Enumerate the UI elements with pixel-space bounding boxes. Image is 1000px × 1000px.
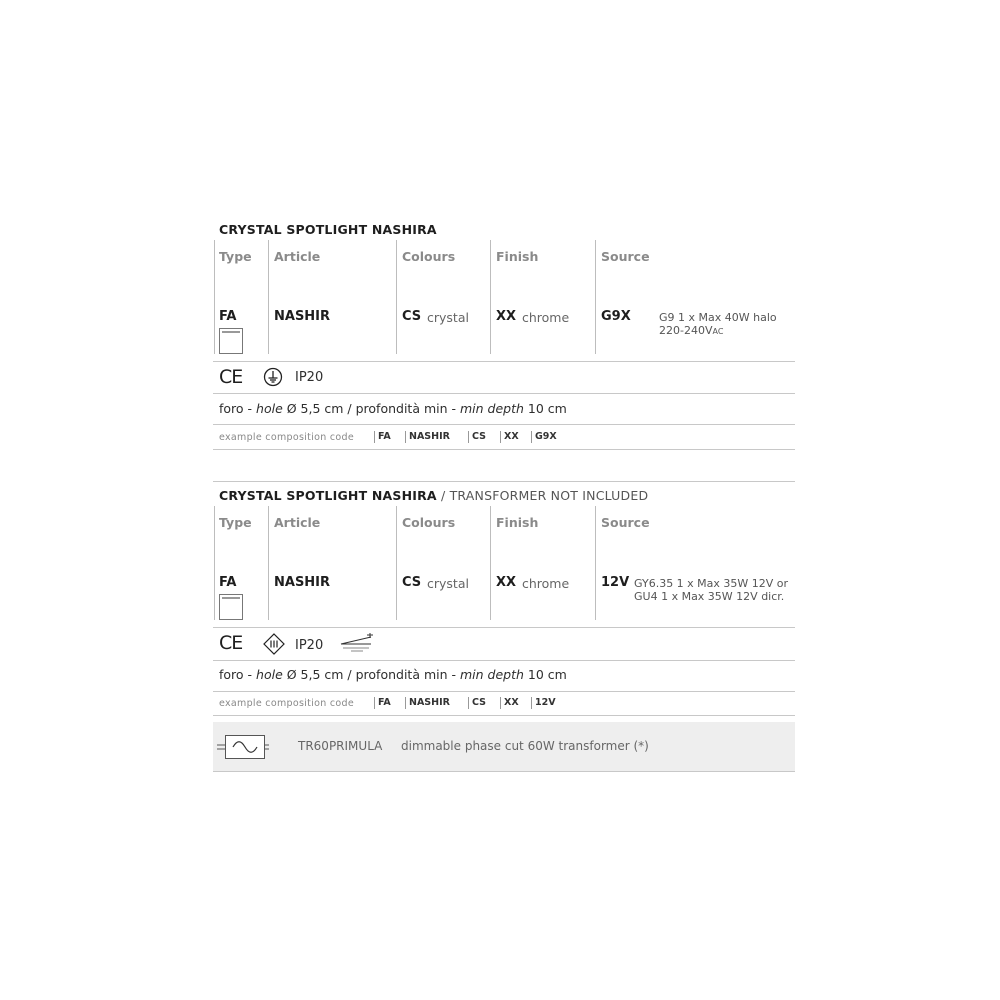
row-divider bbox=[213, 715, 795, 716]
example-code-type: FA bbox=[374, 697, 391, 709]
example-code-finish: XX bbox=[500, 431, 519, 443]
ip-rating: IP20 bbox=[295, 638, 324, 653]
column-divider bbox=[268, 240, 269, 354]
article-code: NASHIR bbox=[274, 575, 331, 590]
column-divider bbox=[214, 506, 215, 620]
class-iii-icon bbox=[263, 633, 285, 655]
header-article: Article bbox=[274, 515, 321, 530]
finish-code: XX bbox=[496, 575, 517, 590]
transformer-description: dimmable phase cut 60W transformer (*) bbox=[401, 739, 649, 753]
header-colours: Colours bbox=[402, 515, 456, 530]
example-composition-label: example composition code bbox=[219, 432, 354, 443]
column-divider bbox=[490, 240, 491, 354]
example-code-colour: CS bbox=[468, 697, 486, 709]
example-code-finish: XX bbox=[500, 697, 519, 709]
header-colours: Colours bbox=[402, 249, 456, 264]
product-section-2 bbox=[213, 481, 795, 773]
dimmable-transformer-icon bbox=[339, 633, 375, 653]
ce-mark-icon: CE bbox=[219, 632, 243, 654]
column-divider bbox=[490, 506, 491, 620]
product-section-1 bbox=[213, 218, 795, 454]
example-code-source: G9X bbox=[531, 431, 557, 443]
example-code-source: 12V bbox=[531, 697, 556, 709]
transformer-row bbox=[213, 722, 795, 772]
colour-name: crystal bbox=[427, 310, 469, 325]
row-divider bbox=[213, 660, 795, 661]
row-divider bbox=[213, 449, 795, 450]
earth-ground-icon bbox=[263, 367, 283, 387]
colour-code: CS bbox=[402, 575, 422, 590]
ceiling-recessed-icon bbox=[219, 594, 243, 620]
column-divider bbox=[214, 240, 215, 354]
hole-dimensions: foro - hole Ø 5,5 cm / profondità min - min depth 10 cm bbox=[219, 401, 567, 416]
header-type: Type bbox=[219, 515, 252, 530]
example-code-article: NASHIR bbox=[405, 697, 450, 709]
row-divider bbox=[213, 424, 795, 425]
example-code-colour: CS bbox=[468, 431, 486, 443]
colour-name: crystal bbox=[427, 576, 469, 591]
section-title: CRYSTAL SPOTLIGHT NASHIRA / TRANSFORMER NOT INCLUDED bbox=[219, 488, 649, 503]
colour-code: CS bbox=[402, 309, 422, 324]
header-source: Source bbox=[601, 249, 650, 264]
row-divider bbox=[213, 481, 795, 482]
column-divider bbox=[595, 506, 596, 620]
header-finish: Finish bbox=[496, 515, 539, 530]
row-divider bbox=[213, 393, 795, 394]
row-divider bbox=[213, 361, 795, 362]
source-code: G9X bbox=[601, 309, 631, 324]
hole-dimensions: foro - hole Ø 5,5 cm / profondità min - min depth 10 cm bbox=[219, 667, 567, 682]
example-code-article: NASHIR bbox=[405, 431, 450, 443]
header-source: Source bbox=[601, 515, 650, 530]
column-divider bbox=[396, 506, 397, 620]
type-code: FA bbox=[219, 309, 237, 324]
type-code: FA bbox=[219, 575, 237, 590]
header-article: Article bbox=[274, 249, 321, 264]
row-divider bbox=[213, 691, 795, 692]
column-divider bbox=[396, 240, 397, 354]
source-description: G9 1 x Max 40W halo 220-240VAC bbox=[659, 311, 777, 337]
header-finish: Finish bbox=[496, 249, 539, 264]
example-composition-label: example composition code bbox=[219, 698, 354, 709]
ip-rating: IP20 bbox=[295, 370, 324, 385]
ce-mark-icon: CE bbox=[219, 366, 243, 388]
row-divider bbox=[213, 627, 795, 628]
finish-code: XX bbox=[496, 309, 517, 324]
ceiling-recessed-icon bbox=[219, 328, 243, 354]
article-code: NASHIR bbox=[274, 309, 331, 324]
transformer-code: TR60PRIMULA bbox=[298, 739, 383, 753]
source-description: GY6.35 1 x Max 35W 12V or GU4 1 x Max 35W 12V dicr. bbox=[634, 577, 789, 603]
transformer-icon bbox=[217, 734, 269, 760]
finish-name: chrome bbox=[522, 576, 570, 591]
section-title: CRYSTAL SPOTLIGHT NASHIRA bbox=[219, 222, 437, 237]
column-divider bbox=[595, 240, 596, 354]
source-code: 12V bbox=[601, 575, 630, 590]
header-type: Type bbox=[219, 249, 252, 264]
column-divider bbox=[268, 506, 269, 620]
finish-name: chrome bbox=[522, 310, 570, 325]
example-code-type: FA bbox=[374, 431, 391, 443]
